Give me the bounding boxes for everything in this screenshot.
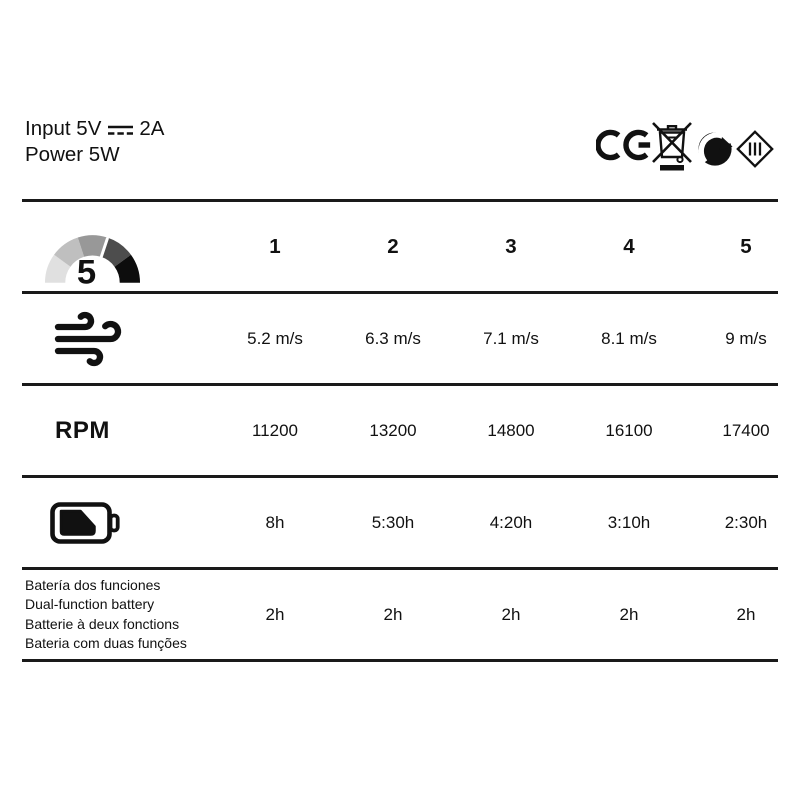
dc-voltage-icon [107,124,134,137]
rpm-label: RPM [55,416,110,444]
input-spec-line [25,116,164,142]
dual-function-battery-value: 2h [383,604,403,624]
certification-icons [590,118,785,173]
dual-function-battery-labels [25,576,187,654]
label-en: Dual-function battery [25,596,155,612]
battery-runtime-row [22,478,778,570]
rpm-row [22,386,778,478]
dual-function-battery-row [22,570,778,662]
battery-runtime-value: 8h [265,512,285,532]
power-spec-block [25,116,164,168]
battery-label-cell [22,478,216,567]
input-current-text: 2A [139,117,165,140]
rpm-value: 16100 [605,420,653,440]
label-pt: Bateria com duas funções [25,635,187,651]
battery-runtime-value: 2:30h [724,512,768,532]
wind-speed-value: 5.2 m/s [247,328,303,348]
wind-speed-value: 9 m/s [725,328,767,348]
weee-crossed-bin-icon [650,120,694,172]
power-spec-line: Power 5W [25,143,120,166]
wind-speed-row [22,294,778,386]
battery-runtime-value: 4:20h [489,512,533,532]
rpm-value: 13200 [369,420,417,440]
col-header-3: 3 [505,234,517,258]
input-spec-text: Input 5V [25,117,102,140]
wind-icon [52,303,124,375]
gauge-max-level-text: 5 [76,253,97,285]
dual-function-battery-value: 2h [619,604,639,624]
packaging-diamond-icon [736,130,774,168]
speed-gauge-icon [43,221,142,285]
wind-speed-label-cell [22,294,216,383]
speed-gauge-cell [22,202,216,291]
dual-function-battery-value: 2h [265,604,285,624]
col-header-2: 2 [387,234,399,258]
dual-function-battery-value: 2h [501,604,521,624]
dual-function-battery-value: 2h [736,604,756,624]
dual-function-battery-label-cell [22,570,216,659]
wind-speed-value: 7.1 m/s [483,328,539,348]
battery-runtime-value: 3:10h [607,512,651,532]
green-dot-recycling-icon [697,131,733,167]
ce-mark-icon [596,128,654,162]
speed-level-header-row [22,202,778,294]
wind-speed-value: 6.3 m/s [365,328,421,348]
label-fr: Batterie à deux fonctions [25,615,180,632]
wind-speed-value: 8.1 m/s [601,328,657,348]
col-header-4: 4 [623,234,635,258]
rpm-label-cell [22,386,216,475]
col-header-5: 5 [740,234,752,258]
rpm-value: 17400 [722,420,770,440]
rpm-value: 11200 [251,420,298,440]
rpm-value: 14800 [487,420,535,440]
battery-runtime-value: 5:30h [371,512,415,532]
battery-icon [50,497,120,549]
spec-table [22,199,778,662]
label-es: Batería dos funciones [25,576,161,593]
col-header-1: 1 [269,234,281,258]
